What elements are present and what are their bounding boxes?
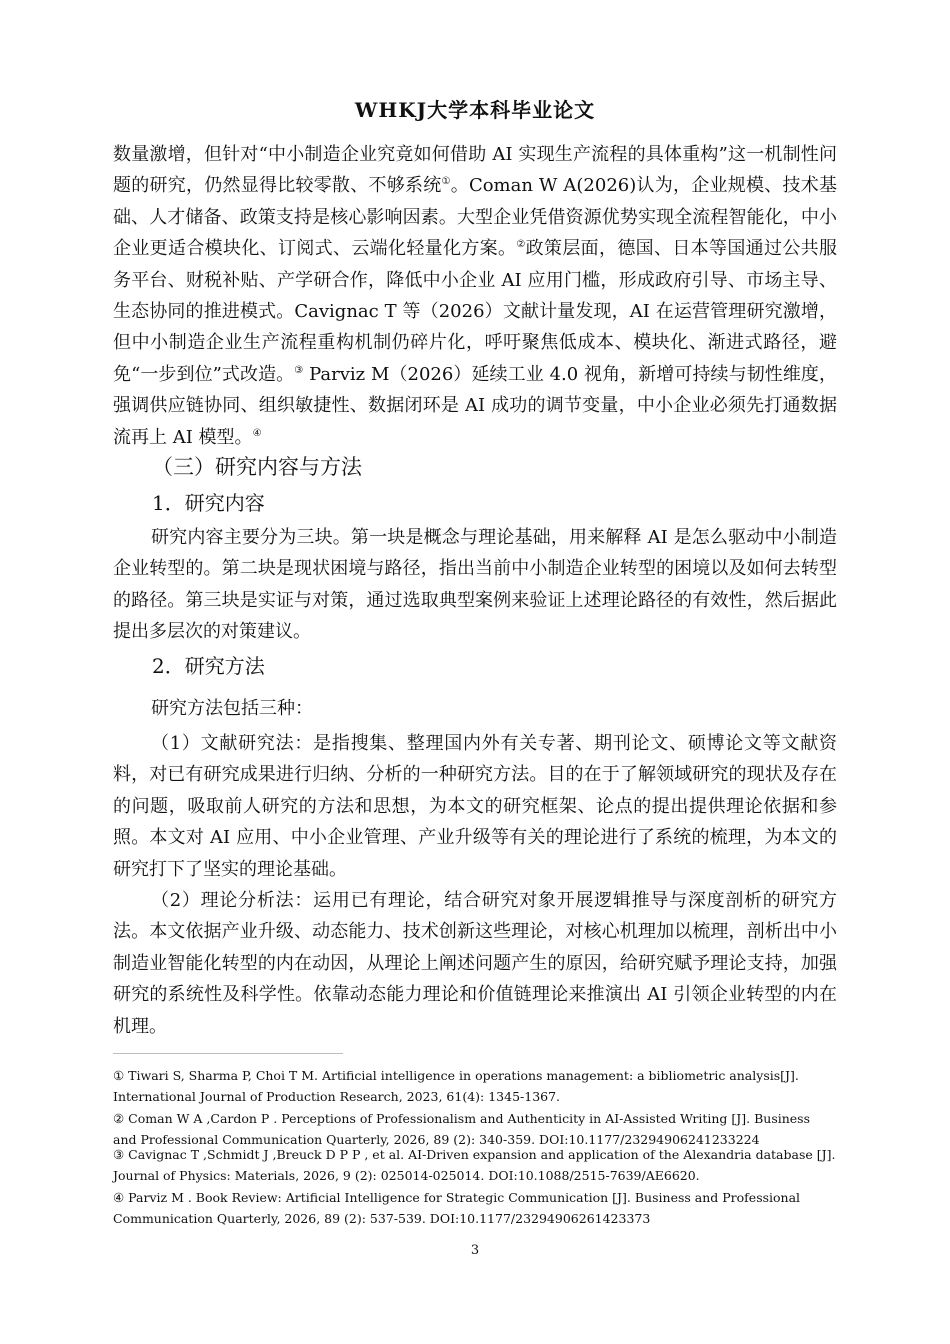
paragraph-text: Parviz M（2026）延续工业 4.0 视角，新增可持续与韧性维度，强调供应链协同、组织敏捷性、数据闭环是 AI 成功的调节变量，中小企业必须先打通数据流再上 AI 模型。 [113,363,837,448]
footnote-divider [113,1053,343,1054]
footnote-ref[interactable]: ② [516,239,526,251]
footnote-ref[interactable]: ① [441,176,451,188]
footnote-4: ④ Parviz M . Book Review: Artificial Intelligence for Strategic Communication [J]. Business and Professional Communication Quarterly, 2026, 89 (2): 537-539. DOI:10.1177/23294906261423373 [113,1190,801,1226]
footnote-2: ② Coman W A ,Cardon P . Perceptions of Professionalism and Authenticity in AI-Assisted Writing [J]. Business and Professional Communication Quarterly, 2026, 89 (2): 340-359. DOI:10.1177/23294906241233224 [113,1111,811,1147]
method-intro: 研究方法包括三种： [151,698,313,719]
footnote-ref[interactable]: ④ [252,427,262,439]
research-content-paragraph: 研究内容主要分为三块。第一块是概念与理论基础，用来解释 AI 是怎么驱动中小制造企业转型的。第二块是现状困境与路径，指出当前中小制造企业转型的困境以及如何去转型的路径。第三块是实证与对策，通过选取典型案例来验证上述理论路径的有效性，然后据此提出多层次的对策建议。 [113,527,837,643]
method-theory-paragraph: （2）理论分析法：运用已有理论，结合研究对象开展逻辑推导与深度剖析的研究方法。本文依据产业升级、动态能力、技术创新这些理论，对核心机理加以梳理，剖析出中小制造业智能化转型的内在动因，从理论上阐述问题产生的原因，给研究赋予理论支持，加强研究的系统性及科学性。依靠动态能力理论和价值链理论来推演出 AI 引领企业转型的内在机理。 [113,890,837,1037]
section-heading: （三）研究内容与方法 [152,455,362,479]
subsection-heading-content: 1．研究内容 [152,491,265,515]
footnote-3: ③ Cavignac T ,Schmidt J ,Breuck D P P , et al. AI-Driven expansion and application of the Alexandria database [J]. Journal of Physics: Materials, 2026, 9 (2): 025014-025014. DOI:10.1088/2515-7639/AE6620. [113,1147,836,1183]
footnote-ref[interactable]: ③ [294,364,304,376]
page-number: 3 [470,1243,480,1258]
footnote-1: ① Tiwari S, Sharma P, Choi T M. Artificial intelligence in operations management: a bibliometric analysis[J]. International Journal of Production Research, 2023, 61(4): 1345-1367. [113,1068,799,1104]
running-header: WHKJ大学本科毕业论文 [354,98,596,122]
paragraph-text: 数量激增，但针对“中小制造企业究竟如何借助 AI 实现生产流程的具体重构”这一机制性问题的研究，仍然显得比较零散、不够系统 [113,144,837,197]
paragraph-text: 政策层面，德国、日本等国通过公共服务平台、财税补贴、产学研合作，降低中小企业 AI 应用门槛，形成政府引导、市场主导、生态协同的推进模式。Cavignac T 等（2026）文献计量发现，AI 在运营管理研究激增，但中小制造企业生产流程重构机制仍碎片化，呼吁聚焦低成本、模块化、渐进式路径，避免“一步到位”式改造。 [113,238,838,385]
continuation-paragraph [113,139,837,453]
subsection-heading-method: 2．研究方法 [152,654,265,678]
paragraph-text: 。Coman W A(2026)认为，企业规模、技术基础、人才储备、政策支持是核心影响因素。大型企业凭借资源优势实现全流程智能化，中小企业更适合模块化、订阅式、云端化轻量化方案。 [113,175,837,260]
method-literature-paragraph: （1）文献研究法：是指搜集、整理国内外有关专著、期刊论文、硕博论文等文献资料，对已有研究成果进行归纳、分析的一种研究方法。目的在于了解领域研究的现状及存在的问题，吸取前人研究的方法和思想，为本文的研究框架、论点的提出提供理论依据和参照。本文对 AI 应用、中小企业管理、产业升级等有关的理论进行了系统的梳理，为本文的研究打下了坚实的理论基础。 [113,733,837,880]
